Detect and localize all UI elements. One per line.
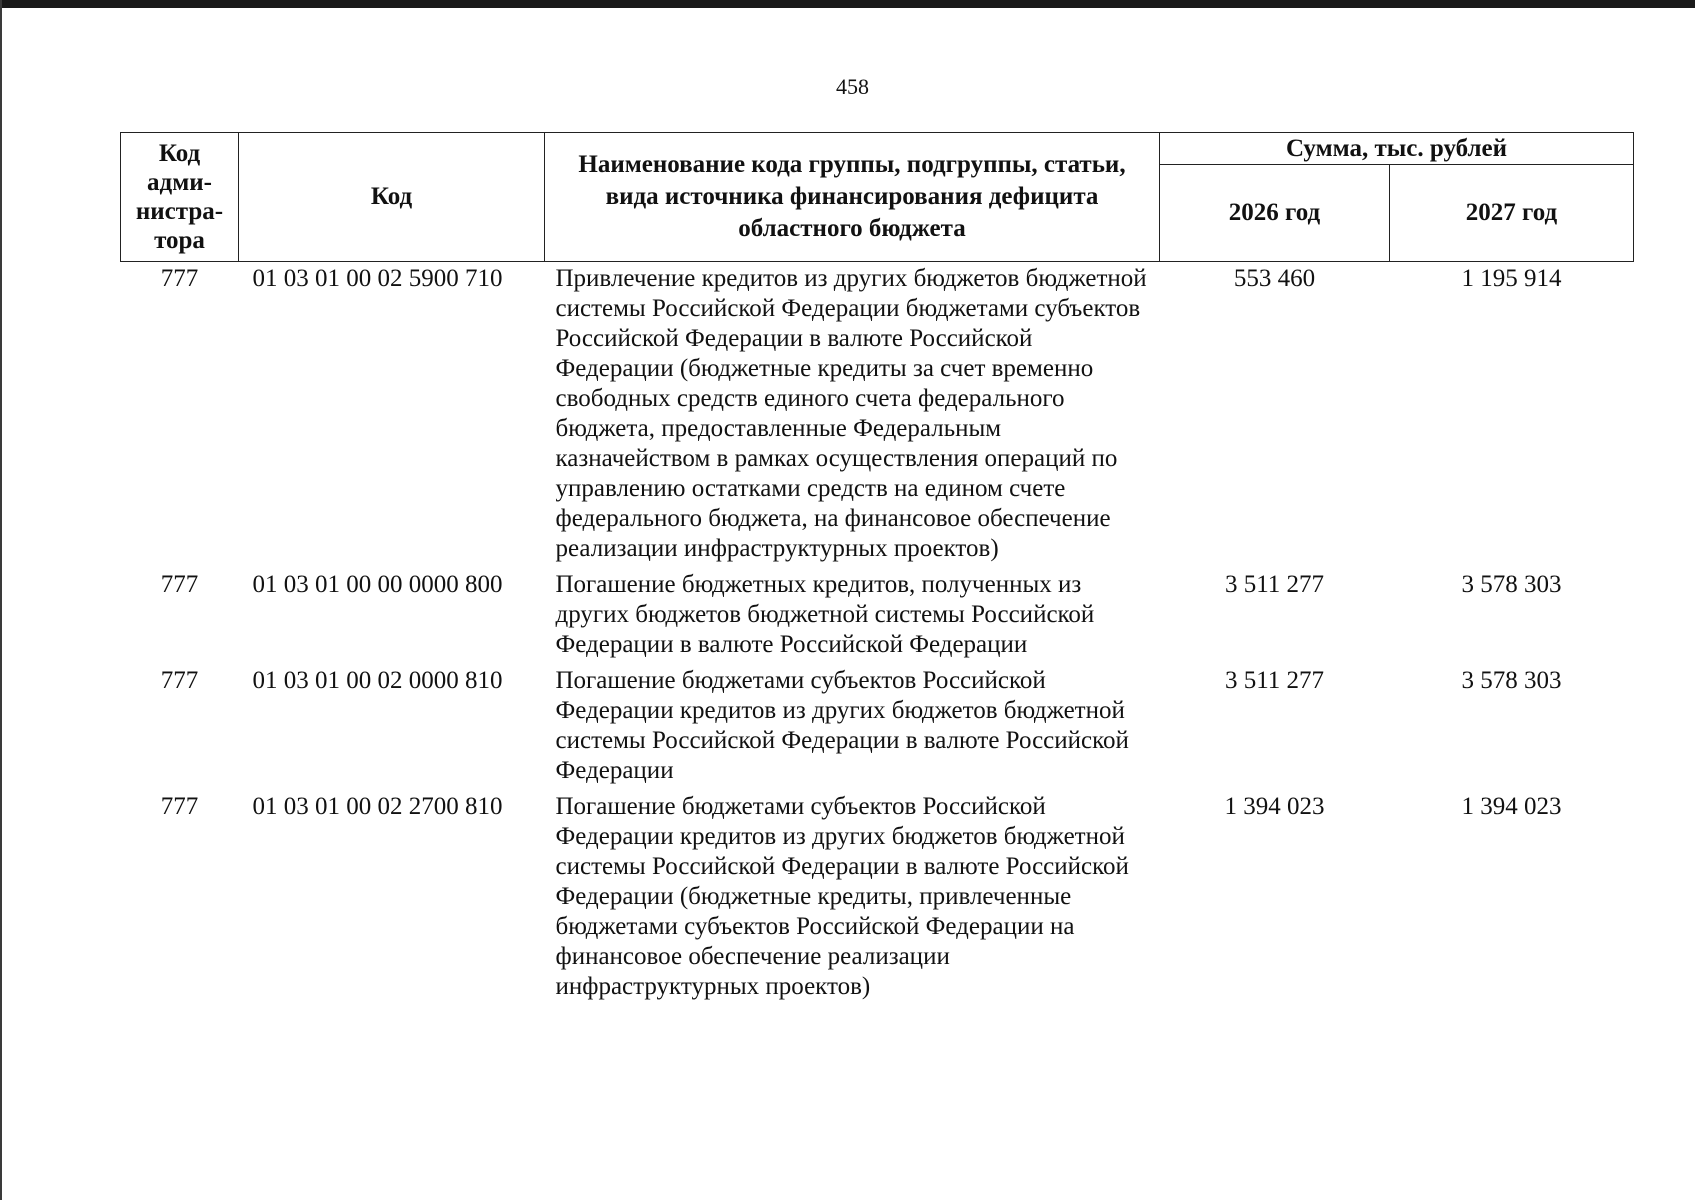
header-year-2027: 2027 год (1390, 165, 1634, 262)
name-cell: Погашение бюджетами субъектов Российской Федерации кредитов из других бюджетов бюджетной системы Российской Федерации в валюте Российской Федерации (бюджетные кредиты, привлеченные бюджетами субъектов Российской Федерации на финансовое обеспечение реализации инфраструктурных проектов) (555, 793, 1129, 1000)
amount-2027-cell: 3 578 303 (1461, 571, 1562, 598)
header-admin-code: Код адми-нистра-тора (121, 133, 239, 262)
code-cell: 01 03 01 00 02 5900 710 (252, 265, 503, 292)
code-cell: 01 03 01 00 02 2700 810 (252, 793, 503, 820)
amount-2027-cell: 3 578 303 (1461, 667, 1562, 694)
header-name: Наименование кода группы, подгруппы, статьи, вида источника финансирования дефицита областного бюджета (545, 133, 1160, 262)
name-cell: Погашение бюджетных кредитов, полученных из других бюджетов бюджетной системы Российской Федерации в валюте Российской Федерации (555, 571, 1095, 658)
amount-2026-cell: 3 511 277 (1224, 571, 1325, 598)
header-code: Код (239, 133, 545, 262)
code-cell: 01 03 01 00 02 0000 810 (252, 667, 503, 694)
amount-2026-cell: 1 394 023 (1224, 793, 1325, 820)
admin-code-cell: 777 (160, 571, 199, 598)
budget-sources-table (120, 132, 1634, 1008)
table-row (121, 262, 1634, 571)
admin-code-cell: 777 (160, 667, 199, 694)
admin-code-cell: 777 (160, 793, 199, 820)
header-sum-group: Сумма, тыс. рублей (1160, 133, 1634, 165)
amount-2027-cell: 1 394 023 (1461, 793, 1562, 820)
table-row (121, 792, 1634, 1008)
scan-top-edge (0, 0, 1695, 8)
header-year-2026: 2026 год (1160, 165, 1390, 262)
code-cell: 01 03 01 00 00 0000 800 (252, 571, 503, 598)
table-row (121, 666, 1634, 792)
name-cell: Привлечение кредитов из других бюджетов бюджетной системы Российской Федерации бюджетами субъектов Российской Федерации в валюте Российской Федерации (бюджетные кредиты за счет временно свободных средств единого счета федерального бюджета, предоставленные Федеральным казначейством в рамках осуществления операций по управлению остатками средств на едином счете федерального бюджета, на финансовое обеспечение реализации инфраструктурных проектов) (555, 265, 1147, 562)
admin-code-cell: 777 (160, 265, 199, 292)
amount-2026-cell: 553 460 (1233, 265, 1316, 292)
scan-left-edge (0, 0, 2, 1200)
table-row (121, 570, 1634, 666)
name-cell: Погашение бюджетами субъектов Российской Федерации кредитов из других бюджетов бюджетной системы Российской Федерации в валюте Российской Федерации (555, 667, 1129, 784)
page-number: 458 (836, 74, 869, 99)
amount-2026-cell: 3 511 277 (1224, 667, 1325, 694)
amount-2027-cell: 1 195 914 (1461, 265, 1562, 292)
